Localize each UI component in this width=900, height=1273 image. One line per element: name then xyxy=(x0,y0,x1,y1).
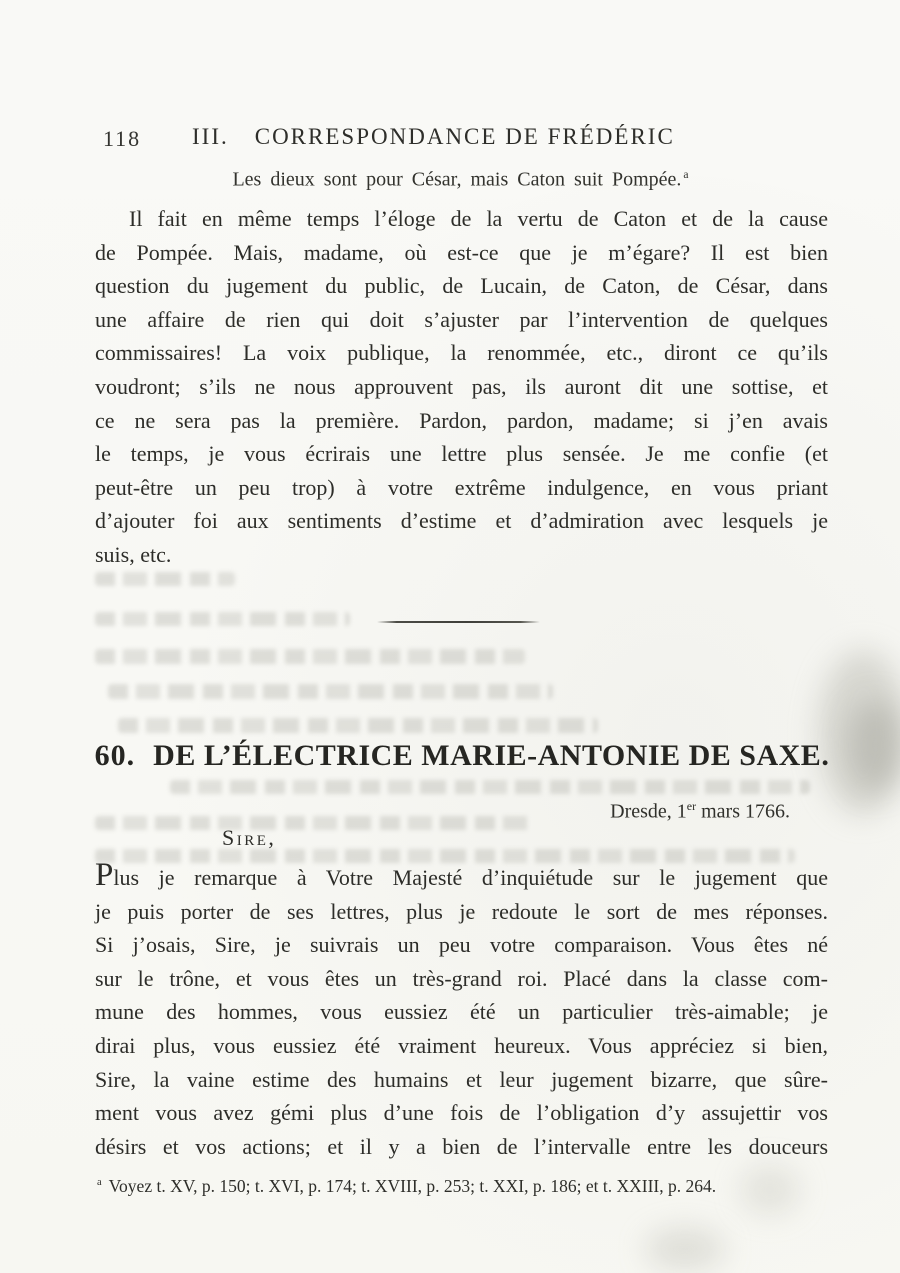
show-through-line xyxy=(95,612,350,626)
text-line: désirs et vos actions; et il y a bien de l’intervalle entre les douceurs xyxy=(95,1133,828,1159)
section-divider-rule xyxy=(377,621,540,623)
footnote-text: Voyez t. XV, p. 150; t. XVI, p. 174; t. XVIII, p. 253; t. XXI, p. 186; et t. XXIII, p. 264. xyxy=(108,1176,717,1196)
text-line: d’ajouter foi aux sentiments d’estime et d’admiration avec lesquels je xyxy=(95,508,828,534)
dateline-rest: mars 1766. xyxy=(696,800,790,823)
text-line: commissaires! La voix publique, la renommée, etc., diront ce qu’ils xyxy=(95,340,828,366)
show-through-line xyxy=(108,684,553,699)
running-header-section-number: III. xyxy=(192,124,229,149)
text-line: ment vous avez gémi plus d’une fois de l’obligation d’y assujettir vos xyxy=(95,1100,828,1126)
show-through-line xyxy=(95,572,235,586)
letter2-paragraph xyxy=(95,857,828,1163)
text-line: une affaire de rien qui doit s’ajuster par l’intervention de quelques xyxy=(95,306,828,332)
text-line: Si j’osais, Sire, je suivrais un peu votre comparaison. Vous êtes né xyxy=(95,932,828,958)
text-line: suis, etc. xyxy=(95,541,172,567)
text-line: peut-être un peu trop) à votre extrême indulgence, en vous priant xyxy=(95,474,828,500)
text-line: de Pompée. Mais, madame, où est-ce que je m’égare? Il est bien xyxy=(95,239,828,265)
text-line: mune des hommes, vous eussiez été un particulier très-aimable; je xyxy=(95,999,828,1025)
text-line: voudront; s’ils ne nous approuvent pas, ils auront dit une sottise, et xyxy=(95,373,828,399)
show-through-line xyxy=(118,718,598,733)
letter1-paragraph xyxy=(95,202,828,572)
text-line: Sire, la vaine estime des humains et leur jugement bizarre, que sûre- xyxy=(95,1066,828,1092)
letter-heading-title: DE L’ÉLECTRICE MARIE-ANTONIE DE SAXE. xyxy=(153,739,830,772)
letter-heading xyxy=(88,739,836,773)
epigraph-text: Les dieux sont pour César, mais Caton suit Pompée. xyxy=(232,168,682,191)
text-line: je puis porter de ses lettres, plus je redoute le sort de mes réponses. xyxy=(95,898,828,924)
footnote-reference-mark: a xyxy=(97,1177,102,1189)
dateline xyxy=(400,799,790,824)
scan-smudge xyxy=(848,700,900,790)
scan-smudge xyxy=(645,1228,725,1270)
text-line: sur le trône, et vous êtes un très-grand roi. Placé dans la classe com- xyxy=(95,965,828,991)
text-line: Plus je remarque à Votre Majesté d’inquiétude sur le jugement que xyxy=(95,857,828,893)
dateline-ordinal: er xyxy=(686,799,697,813)
text-line: Il fait en même temps l’éloge de la vertu de Caton et de la cause xyxy=(129,206,828,231)
salutation: Sire, xyxy=(222,825,277,850)
running-header xyxy=(192,124,752,150)
footnote-reference-mark: a xyxy=(683,168,689,181)
running-header-title: CORRESPONDANCE DE FRÉDÉRIC xyxy=(254,124,675,149)
letter-number: 60. xyxy=(94,739,136,772)
dateline-place: Dresde, 1 xyxy=(610,800,687,823)
text-line: le temps, je vous écrirais une lettre plus sensée. Je me confie (et xyxy=(95,441,828,467)
epigraph-verse xyxy=(95,168,826,192)
text-line: dirai plus, vous eussiez été vraiment heureux. Vous appréciez si bien, xyxy=(95,1032,828,1058)
page-number: 118 xyxy=(103,126,142,151)
show-through-line xyxy=(95,649,525,664)
text-line: question du jugement du public, de Lucain, de Caton, de César, dans xyxy=(95,273,828,299)
text-line: ce ne sera pas la première. Pardon, pardon, madame; si j’en avais xyxy=(95,407,828,433)
show-through-line xyxy=(170,780,810,794)
footnote xyxy=(97,1176,830,1197)
